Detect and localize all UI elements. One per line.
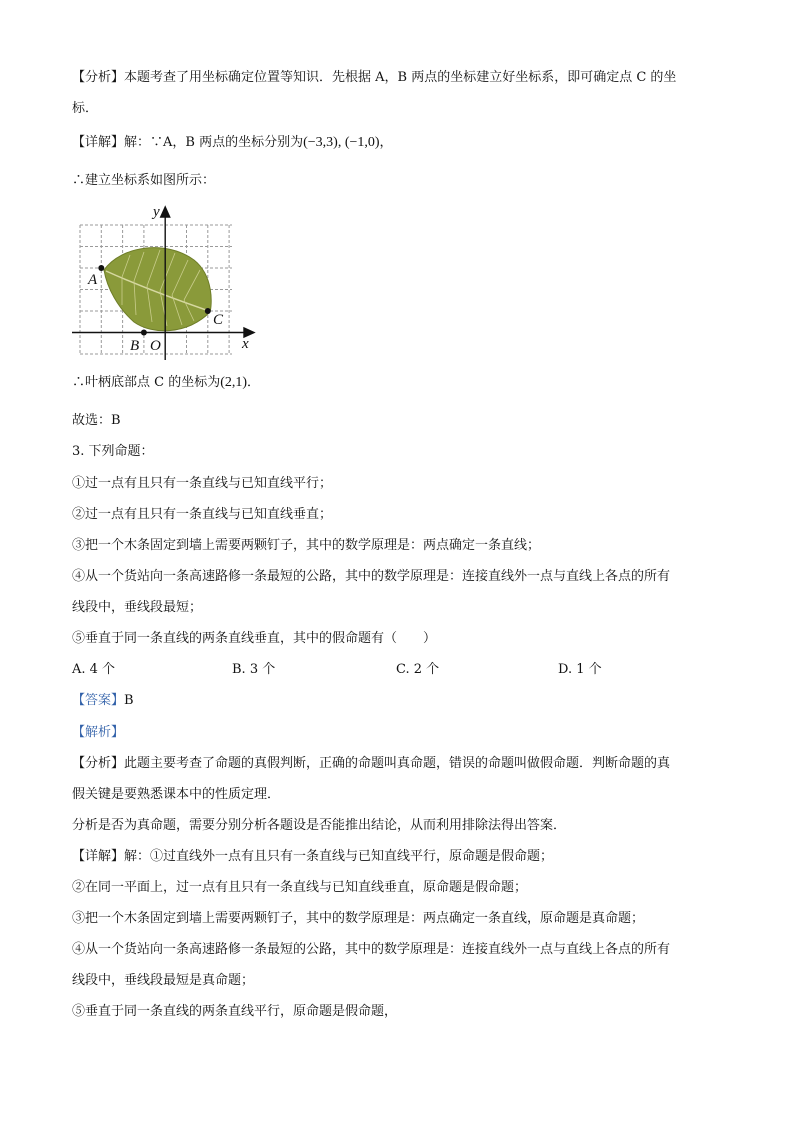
y-axis-label: y (153, 204, 160, 220)
question-3-item-4-cont: 线段中，垂线段最短； (72, 600, 203, 615)
y-axis-arrow (161, 207, 170, 217)
analysis-text: 本题考查了用坐标确定位置等知识．先根据 A，B 两点的坐标建立好坐标系，即可确定点 C 的坐 (124, 70, 677, 85)
option-b[interactable]: B. 3 个 (232, 662, 276, 677)
question-3-item-3: ③把一个木条固定到墙上需要两颗钉子，其中的数学原理是：两点确定一条直线； (72, 538, 541, 553)
point-a-label: A (88, 272, 98, 288)
detail-2-item-4-cont: 线段中，垂线段最短是真命题； (72, 973, 255, 988)
option-d[interactable]: D. 1 个 (558, 662, 602, 677)
coordinate-figure-svg (72, 200, 262, 360)
point-a (98, 265, 104, 271)
question-3-stem: 3. 下列命题： (72, 444, 154, 459)
option-a[interactable]: A. 4 个 (72, 662, 116, 677)
analysis-tag-2: 【分析】 (72, 756, 125, 771)
question-3-item-4: ④从一个货站向一条高速路修一条最短的公路，其中的数学原理是：连接直线外一点与直线上各点的所有 (72, 569, 671, 584)
analysis-paragraph-2: 【分析】此题主要考查了命题的真假判断，正确的命题叫真命题，错误的命题叫做假命题．判断命题的真 (72, 756, 671, 771)
conclusion-1: ∴叶柄底部点 C 的坐标为(2,1)． (72, 375, 261, 390)
coordinate-c: (2,1) (220, 375, 248, 390)
detail-2-item-3: ③把一个木条固定到墙上需要两颗钉子，其中的数学原理是：两点确定一条直线，原命题是真命题； (72, 911, 645, 926)
choice-1: 故选：B (72, 413, 121, 428)
question-3-item-2: ②过一点有且只有一条直线与已知直线垂直； (72, 507, 333, 522)
detail-2-item-5: ⑤垂直于同一条直线的两条直线平行，原命题是假命题， (72, 1004, 398, 1019)
analysis-paragraph-2-cont: 假关键是要熟悉课本中的性质定理． (72, 787, 281, 802)
analysis-paragraph-1 (72, 69, 676, 87)
answer-tag: 【答案】 (72, 693, 125, 708)
point-b-label: B (130, 338, 140, 354)
origin-label: O (150, 338, 161, 354)
point-b (141, 330, 147, 336)
point-c-label: C (213, 312, 224, 328)
option-c[interactable]: C. 2 个 (396, 662, 440, 677)
detail-paragraph-1: 【详解】解：∵A，B 两点的坐标分别为(−3,3), (−1,0)， (72, 135, 393, 150)
answer-value: B (124, 693, 134, 708)
detail-paragraph-2: 【详解】解：①过直线外一点有且只有一条直线与已知直线平行，原命题是假命题； (72, 849, 554, 864)
analysis-paragraph-2-note: 分析是否为真命题，需要分别分析各题设是否能推出结论，从而利用排除法得出答案． (72, 818, 567, 833)
question-3-item-5: ⑤垂直于同一条直线的两条直线垂直，其中的假命题有（ ） (72, 631, 437, 646)
x-axis-label: x (242, 336, 249, 352)
point-c (205, 308, 211, 314)
leaf-image (104, 248, 211, 331)
detail-tag: 【详解】 (72, 135, 125, 150)
coordinate-figure (72, 200, 262, 360)
detail-2-item-4: ④从一个货站向一条高速路修一条最短的公路，其中的数学原理是：连接直线外一点与直线上各点的所有 (72, 942, 671, 957)
therefore-system: ∴建立坐标系如图所示： (72, 173, 216, 188)
answer-line (72, 692, 134, 710)
question-3-item-1: ①过一点有且只有一条直线与已知直线平行； (72, 476, 333, 491)
analysis-tag: 【分析】 (72, 70, 125, 85)
analysis-paragraph-1-cont: 标． (72, 101, 99, 116)
solution-tag: 【解析】 (72, 725, 125, 740)
detail-2-item-2: ②在同一平面上，过一点有且只有一条直线与已知直线垂直，原命题是假命题； (72, 880, 528, 895)
coordinates-ab: (−3,3), (−1,0) (303, 135, 380, 150)
detail-tag-2: 【详解】 (72, 849, 125, 864)
